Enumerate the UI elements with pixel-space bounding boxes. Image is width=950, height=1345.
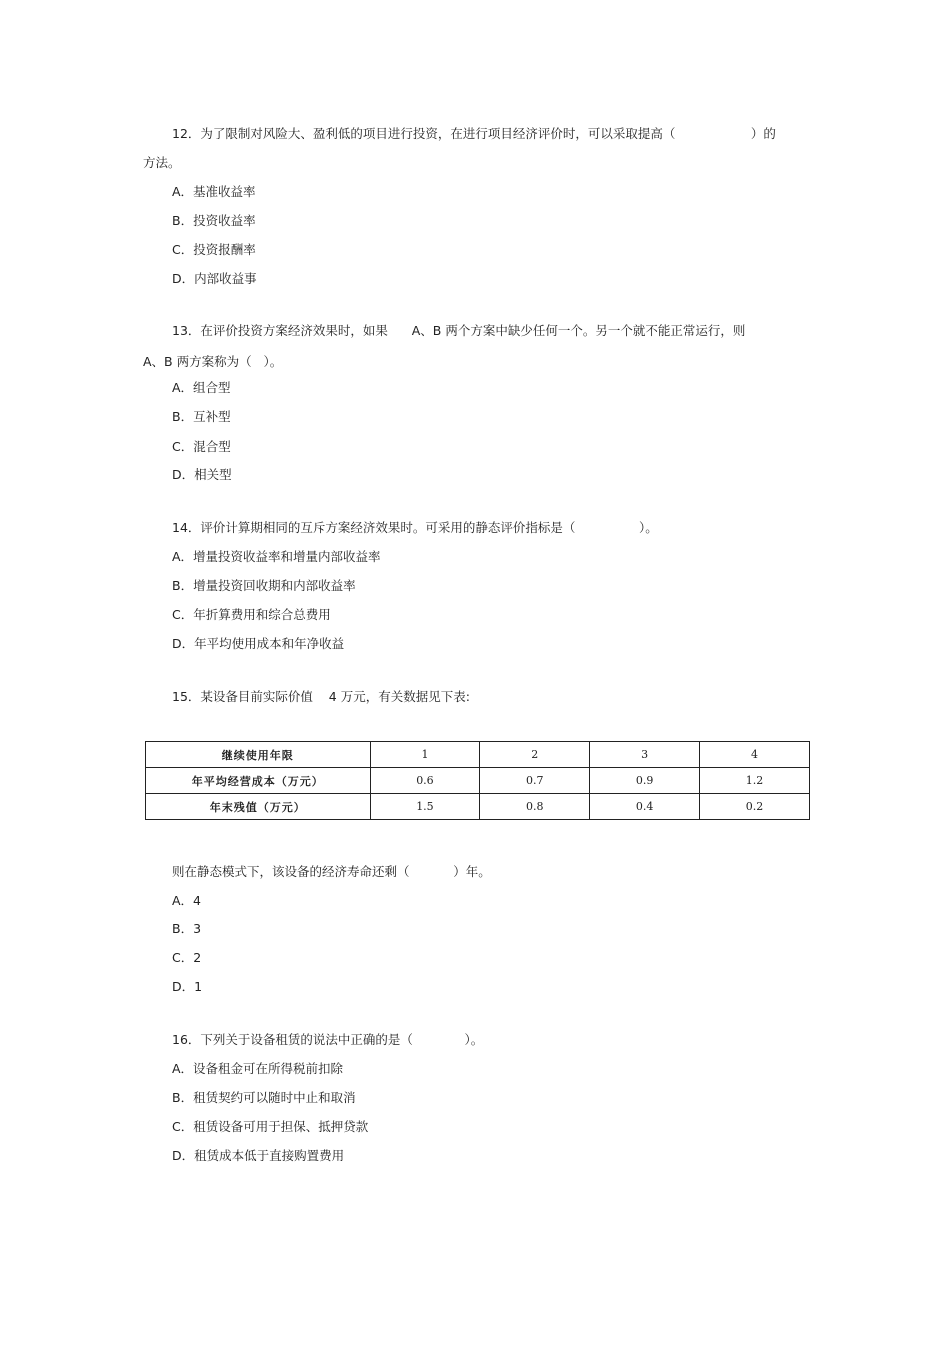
question-14-option-c: C．年折算费用和综合总费用 bbox=[172, 607, 331, 622]
question-15-text-cont: 则在静态模式下，该设备的经济寿命还剩（ ）年。 bbox=[172, 864, 491, 879]
question-15-option-b: B．3 bbox=[172, 921, 202, 936]
table-cell: 0.8 bbox=[480, 794, 590, 820]
question-13-text-cont: A、B 两方案称为（ ）。 bbox=[143, 354, 283, 369]
table-row bbox=[146, 794, 810, 820]
question-14-text: 14．评价计算期相同的互斥方案经济效果时。可采用的静态评价指标是（ ）。 bbox=[172, 520, 658, 535]
table-row bbox=[146, 768, 810, 794]
question-16-option-a: A．设备租金可在所得税前扣除 bbox=[172, 1061, 344, 1076]
table-cell: 1 bbox=[370, 742, 480, 768]
table-cell: 0.7 bbox=[480, 768, 590, 794]
question-13-text: 13．在评价投资方案经济效果时，如果 A、B 两个方案中缺少任何一个。另一个就不能正常运行，则 bbox=[172, 323, 746, 338]
table-row-label: 年末残值（万元） bbox=[146, 794, 371, 820]
question-14-option-b: B．增量投资回收期和内部收益率 bbox=[172, 578, 356, 593]
question-16-option-c: C．租赁设备可用于担保、抵押贷款 bbox=[172, 1119, 369, 1134]
question-13-option-d: D．相关型 bbox=[172, 467, 232, 482]
table-cell: 4 bbox=[700, 742, 810, 768]
question-16-option-b: B．租赁契约可以随时中止和取消 bbox=[172, 1090, 356, 1105]
table-row bbox=[146, 742, 810, 768]
table-cell: 3 bbox=[590, 742, 700, 768]
table-row-label: 继续使用年限 bbox=[146, 742, 371, 768]
table-cell: 0.4 bbox=[590, 794, 700, 820]
question-14-option-a: A．增量投资收益率和增量内部收益率 bbox=[172, 549, 381, 564]
table-cell: 0.9 bbox=[590, 768, 700, 794]
table-row-label: 年平均经营成本（万元） bbox=[146, 768, 371, 794]
question-16-text: 16．下列关于设备租赁的说法中正确的是（ ）。 bbox=[172, 1032, 484, 1047]
table-cell: 1.2 bbox=[700, 768, 810, 794]
equipment-data-table bbox=[145, 741, 810, 820]
question-12-text-cont: 方法。 bbox=[143, 155, 181, 170]
question-16-option-d: D．租赁成本低于直接购置费用 bbox=[172, 1148, 345, 1163]
table-cell: 2 bbox=[480, 742, 590, 768]
question-12-text: 12．为了限制对风险大、盈利低的项目进行投资，在进行项目经济评价时，可以采取提高（ ）的 bbox=[172, 126, 776, 141]
table-cell: 0.6 bbox=[370, 768, 480, 794]
question-13-option-c: C．混合型 bbox=[172, 439, 231, 454]
question-15-option-d: D．1 bbox=[172, 979, 203, 994]
question-12-option-d: D．内部收益事 bbox=[172, 271, 257, 286]
question-14-option-d: D．年平均使用成本和年净收益 bbox=[172, 636, 345, 651]
question-12-option-a: A．基准收益率 bbox=[172, 184, 256, 199]
question-15-text: 15．某设备目前实际价值 4 万元，有关数据见下表: bbox=[172, 689, 470, 704]
question-12-option-c: C．投资报酬率 bbox=[172, 242, 256, 257]
question-12-option-b: B．投资收益率 bbox=[172, 213, 256, 228]
table-cell: 0.2 bbox=[700, 794, 810, 820]
question-13-option-a: A．组合型 bbox=[172, 380, 231, 395]
question-15-option-a: A．4 bbox=[172, 893, 202, 908]
table-cell: 1.5 bbox=[370, 794, 480, 820]
question-13-option-b: B．互补型 bbox=[172, 409, 231, 424]
question-15-option-c: C．2 bbox=[172, 950, 202, 965]
